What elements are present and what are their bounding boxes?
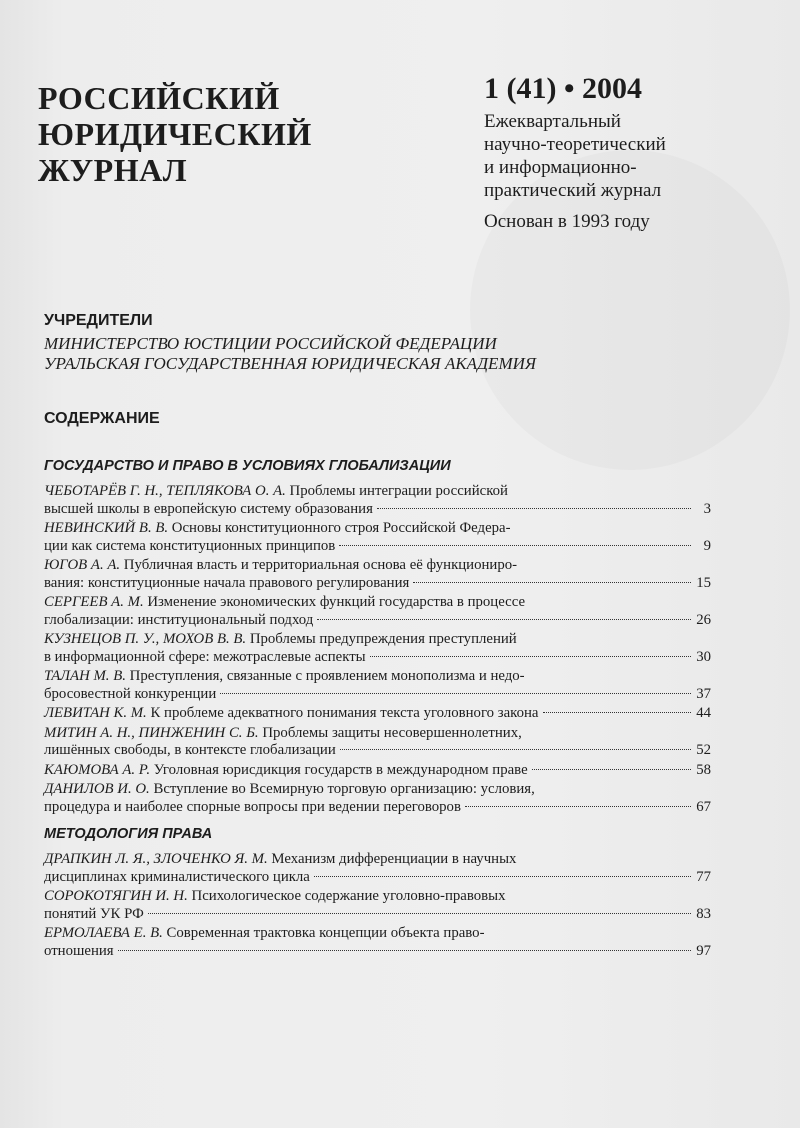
toc-entry[interactable]: [44, 762, 711, 780]
toc-entry-first-line: [44, 483, 711, 501]
toc-section-title: ГОСУДАРСТВО И ПРАВО В УСЛОВИЯХ ГЛОБАЛИЗАЦИИ: [44, 458, 451, 474]
toc-entry-first-line: [44, 631, 711, 649]
toc-entry-title: Проблемы интеграции российской: [285, 483, 508, 499]
toc-entry-last-line: [44, 869, 711, 887]
toc-entry-first-line: [44, 557, 711, 575]
toc-page-number: 58: [696, 761, 711, 778]
toc-entry[interactable]: [44, 520, 711, 555]
toc-entry-title: Современная трактовка концепции объекта право-: [162, 925, 485, 941]
toc-entry-title: Механизм дифференциации в научных: [267, 851, 517, 867]
toc-entry-first-line: [44, 781, 711, 799]
dot-leader: [543, 712, 692, 713]
toc-entry-last-line: [44, 943, 711, 961]
toc-entry-first-line: [44, 725, 711, 743]
toc-entry-first-line: [44, 851, 711, 869]
toc-page-number: 83: [696, 905, 711, 922]
journal-title-line: ЖУРНАЛ: [38, 152, 188, 188]
toc-entry-title-end: КАЮМОВА А. Р. Уголовная юрисдикция государств в международном праве: [44, 761, 528, 778]
toc-entry-first-line: [44, 888, 711, 906]
toc-section-title: МЕТОДОЛОГИЯ ПРАВА: [44, 826, 213, 842]
toc-entry-title-end: процедура и наиболее спорные вопросы при ведении переговоров: [44, 798, 461, 815]
toc-page-number: 3: [703, 500, 711, 517]
toc-page-number: 26: [696, 611, 711, 628]
toc-entry-authors: СОРОКОТЯГИН И. Н.: [44, 888, 188, 904]
toc-entry-authors: ТАЛАН М. В.: [44, 668, 126, 684]
toc-entry-title: Публичная власть и территориальная основа её функциониро-: [120, 557, 518, 573]
toc-entry-title-end: в информационной сфере: межотраслевые аспекты: [44, 648, 366, 665]
toc-entry-title-end: отношения: [44, 942, 114, 959]
issue-description: [484, 110, 784, 202]
toc-entry-title-end: дисциплинах криминалистического цикла: [44, 868, 310, 885]
toc-page-number: 77: [696, 868, 711, 885]
toc-entry-last-line: [44, 575, 711, 593]
toc-entry-authors: ЧЕБОТАРЁВ Г. Н., ТЕПЛЯКОВА О. А.: [44, 483, 286, 499]
toc-entry-title-end: понятий УК РФ: [44, 905, 144, 922]
founder-item: МИНИСТЕРСТВО ЮСТИЦИИ РОССИЙСКОЙ ФЕДЕРАЦИИ: [44, 334, 497, 353]
toc-page-number: 9: [703, 537, 711, 554]
issue-description-line: научно-теоретический: [484, 134, 666, 155]
issue-description-line: Ежеквартальный: [484, 111, 621, 132]
toc-entry-title-end: бросовестной конкуренции: [44, 685, 217, 702]
toc-entry-first-line: [44, 520, 711, 538]
dot-leader: [413, 582, 691, 583]
toc-page-number: 15: [696, 574, 711, 591]
toc-entry-last-line: [44, 501, 711, 519]
toc-entry[interactable]: [44, 483, 711, 518]
toc-page-number: 52: [696, 742, 711, 758]
toc-entry-first-line: [44, 594, 711, 612]
toc-entry-last-line: [44, 762, 711, 780]
toc-entry-last-line: [44, 799, 711, 817]
journal-title: [38, 80, 338, 188]
toc-entry[interactable]: [44, 851, 711, 886]
dot-leader: [317, 619, 691, 620]
issue-description-line: и информационно-: [484, 157, 637, 178]
dot-leader: [148, 913, 691, 914]
toc-entry[interactable]: [44, 631, 711, 666]
journal-title-line: ЮРИДИЧЕСКИЙ: [38, 116, 312, 152]
dot-leader: [339, 545, 691, 546]
toc-entry-title-end: глобализации: институциональный подход: [44, 611, 314, 628]
dot-leader: [220, 693, 691, 694]
toc-entry[interactable]: [44, 725, 711, 760]
dot-leader: [532, 769, 691, 770]
toc-entry-authors: СЕРГЕЕВ А. М.: [44, 594, 144, 610]
toc-entry-authors: ДАНИЛОВ И. О.: [44, 781, 150, 797]
dot-leader: [370, 656, 691, 657]
toc-entry-authors: ДРАПКИН Л. Я., ЗЛОЧЕНКО Я. М.: [44, 851, 268, 867]
toc-entry-title-end: ЛЕВИТАН К. М. К проблеме адекватного понимания текста уголовного закона: [44, 705, 539, 721]
toc-entry-last-line: [44, 649, 711, 667]
founded-year: Основан в 1993 году: [484, 211, 650, 232]
dot-leader: [340, 749, 691, 750]
dot-leader: [314, 876, 691, 877]
founders-heading: УЧРЕДИТЕЛИ: [44, 312, 153, 329]
issue-block: [484, 72, 784, 233]
toc-entry[interactable]: [44, 888, 711, 923]
toc-entry-title: Основы конституционного строя Российской Федера-: [168, 520, 511, 536]
toc-entry-authors: КАЮМОВА А. Р.: [44, 761, 151, 778]
dot-leader: [377, 508, 691, 509]
toc-entry-title-end: лишённых свободы, в контексте глобализации: [44, 742, 336, 758]
founder-item: УРАЛЬСКАЯ ГОСУДАРСТВЕННАЯ ЮРИДИЧЕСКАЯ АКАДЕМИЯ: [44, 354, 537, 373]
toc-entry-title: Преступления, связанные с проявлением монополизма и недо-: [125, 668, 525, 684]
table-of-contents: [44, 456, 711, 962]
toc-entry-last-line: [44, 612, 711, 630]
toc-entry-authors: КУЗНЕЦОВ П. У., МОХОВ В. В.: [44, 631, 247, 647]
dot-leader: [465, 806, 691, 807]
toc-page-number: 30: [696, 648, 711, 665]
toc-entry-title: Проблемы предупреждения преступлений: [246, 631, 517, 647]
toc-page-number: 97: [696, 942, 711, 959]
toc-entry[interactable]: [44, 557, 711, 592]
toc-entry[interactable]: [44, 925, 711, 960]
toc-entry[interactable]: [44, 594, 711, 629]
toc-entry-authors: ЮГОВ А. А.: [44, 557, 121, 573]
toc-page-number: 67: [696, 798, 711, 815]
toc-entry-title-end: высшей школы в европейскую систему образования: [44, 500, 373, 517]
toc-entry[interactable]: [44, 781, 711, 816]
issue-description-line: практический журнал: [484, 180, 662, 201]
toc-page-number: 44: [696, 705, 711, 721]
toc-entry-title: Вступление во Всемирную торговую организацию: условия,: [149, 781, 535, 797]
toc-entry-authors: ЛЕВИТАН К. М.: [44, 705, 147, 721]
dot-leader: [118, 950, 691, 951]
toc-entry-title-end: вания: конституционные начала правового регулирования: [44, 574, 410, 591]
toc-entry-last-line: [44, 705, 711, 723]
toc-entry-first-line: [44, 668, 711, 686]
toc-page-number: 37: [696, 685, 711, 702]
journal-title-line: РОССИЙСКИЙ: [38, 80, 280, 116]
toc-entry-first-line: [44, 925, 711, 943]
contents-heading: СОДЕРЖАНИЕ: [44, 410, 160, 427]
toc-entry-title-end: ции как система конституционных принципов: [44, 537, 336, 554]
founders-list: [44, 334, 764, 374]
toc-entry-last-line: [44, 538, 711, 556]
issue-number: 1 (41) • 2004: [484, 72, 642, 105]
toc-entry[interactable]: [44, 705, 711, 723]
toc-entry-title: Изменение экономических функций государства в процессе: [143, 594, 526, 610]
toc-entry-authors: ЕРМОЛАЕВА Е. В.: [44, 925, 163, 941]
toc-entry-last-line: [44, 742, 711, 760]
toc-entry-authors: МИТИН А. Н., ПИНЖЕНИН С. Б.: [44, 724, 259, 741]
toc-entry-title: Проблемы защиты несовершеннолетних,: [258, 724, 522, 741]
toc-entry-authors: НЕВИНСКИЙ В. В.: [44, 520, 169, 536]
toc-entry[interactable]: [44, 668, 711, 703]
toc-entry-title: Психологическое содержание уголовно-правовых: [187, 888, 506, 904]
toc-entry-last-line: [44, 686, 711, 704]
toc-entry-last-line: [44, 906, 711, 924]
